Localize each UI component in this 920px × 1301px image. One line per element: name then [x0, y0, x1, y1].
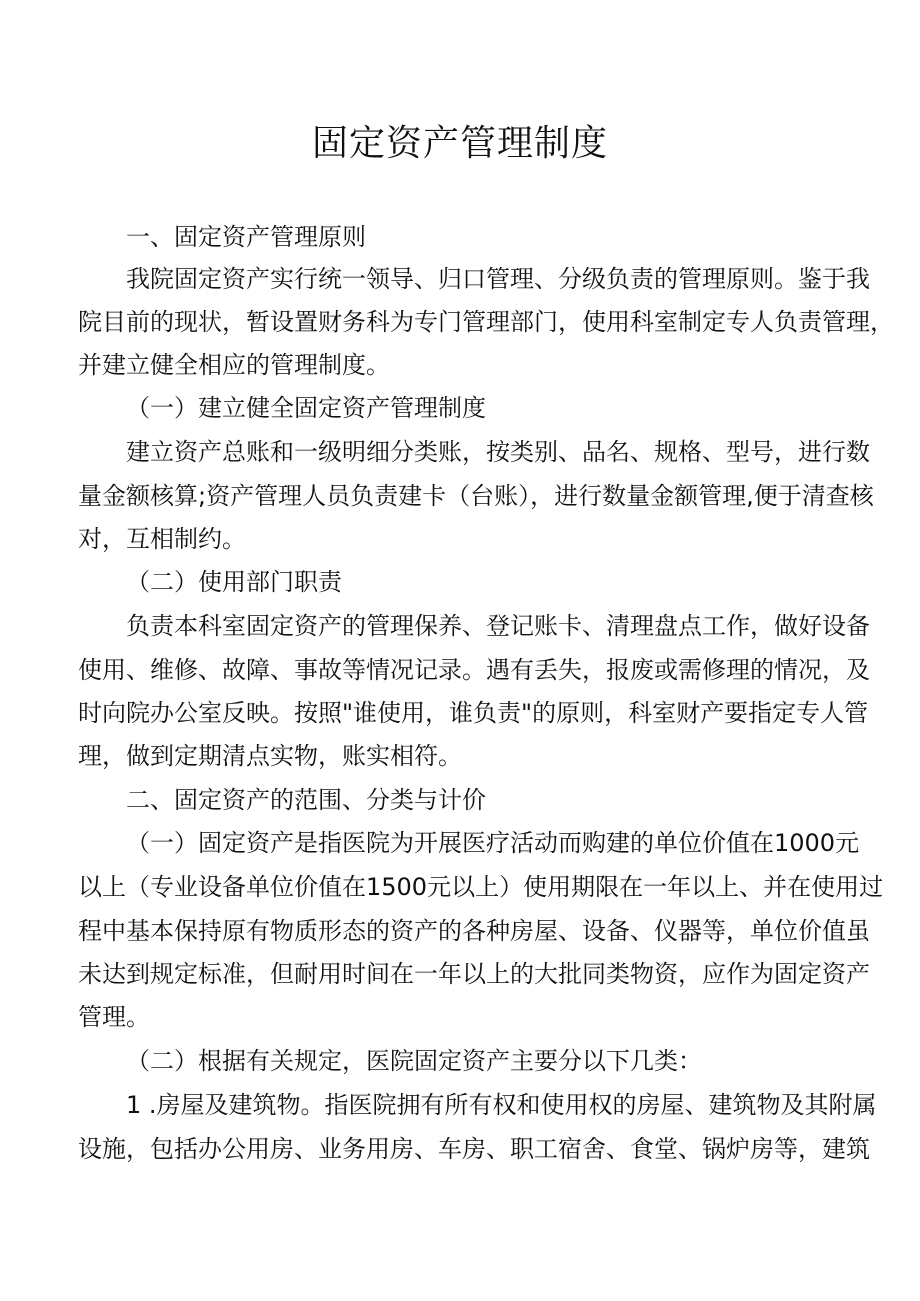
paragraph-line: 使用、维修、故障、事故等情况记录。遇有丢失，报废或需修理的情况，及: [78, 656, 870, 684]
section-heading-1: 一、固定资产管理原则: [126, 223, 366, 251]
paragraph-line: 1 .房屋及建筑物。指医院拥有所有权和使用权的房屋、建筑物及其附属: [126, 1091, 877, 1119]
paragraph-line: （一）固定资产是指医院为开展医疗活动而购建的单位价值在1000元: [126, 829, 860, 857]
paragraph-line: 设施，包括办公用房、业务用房、车房、职工宿舍、食堂、锅炉房等，建筑: [78, 1135, 870, 1163]
paragraph-line: 建立资产总账和一级明细分类账，按类别、品名、规格、型号，进行数: [126, 438, 870, 466]
subsection-heading: （一）建立健全固定资产管理制度: [126, 394, 486, 422]
paragraph-line: 负责本科室固定资产的管理保养、登记账卡、清理盘点工作，做好设备: [126, 612, 870, 640]
paragraph-line: 对，互相制约。: [78, 525, 246, 553]
document-title: 固定资产管理制度: [311, 123, 608, 164]
paragraph-line: 未达到规定标准，但耐用时间在一年以上的大批同类物资，应作为固定资产: [78, 960, 870, 988]
paragraph-line: 理，做到定期清点实物，账实相符。: [78, 742, 462, 770]
paragraph-line: 院目前的现状，暂设置财务科为专门管理部门，使用科室制定专人负责管理，: [78, 308, 894, 336]
subsection-heading: （二）根据有关规定，医院固定资产主要分以下几类：: [126, 1047, 702, 1075]
subsection-heading: （二）使用部门职责: [126, 568, 342, 596]
section-heading-2: 二、固定资产的范围、分类与计价: [126, 786, 486, 814]
paragraph-line: 以上（专业设备单位价值在1500元以上）使用期限在一年以上、并在使用过: [78, 873, 884, 901]
paragraph-line: 我院固定资产实行统一领导、归口管理、分级负责的管理原则。鉴于我: [126, 265, 870, 293]
paragraph-line: 管理。: [78, 1003, 150, 1031]
paragraph-line: 时向院办公室反映。按照"谁使用，谁负责"的原则，科室财产要指定专人管: [78, 699, 869, 727]
paragraph-line: 量金额核算;资产管理人员负责建卡（台账），进行数量金额管理,便于清查核: [78, 482, 874, 510]
paragraph-line: 并建立健全相应的管理制度。: [78, 351, 390, 379]
paragraph-line: 程中基本保持原有物质形态的资产的各种房屋、设备、仪器等，单位价值虽: [78, 917, 870, 945]
